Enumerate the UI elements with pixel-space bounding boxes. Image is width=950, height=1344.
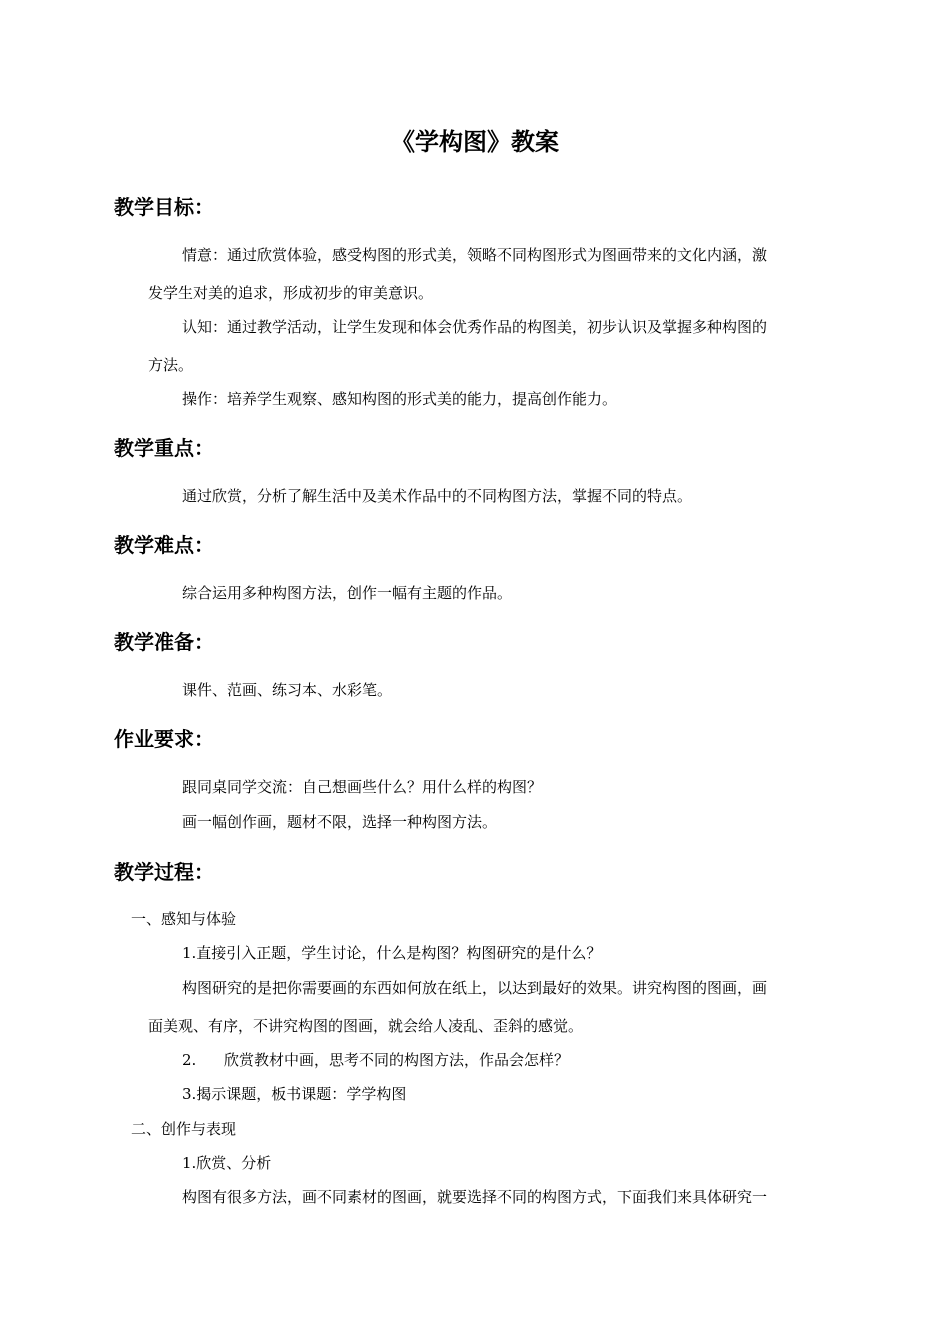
process-step3: 3.揭示课题，板书课题：学学构图 [182, 1085, 407, 1103]
objectives-emotion-line2: 发学生对美的追求，形成初步的审美意识。 [148, 284, 434, 302]
process-step2-text: 欣赏教材中画，思考不同的构图方法，作品会怎样？ [224, 1051, 570, 1069]
process-step2-number: 2. [182, 1051, 197, 1069]
objectives-operation: 操作：培养学生观察、感知构图的形式美的能力，提高创作能力。 [182, 390, 618, 408]
process-part2-title: 二、创作与表现 [131, 1120, 237, 1138]
heading-process: 教学过程： [114, 860, 214, 884]
heading-preparation: 教学准备： [114, 630, 214, 654]
process-explain-line1: 构图研究的是把你需要画的东西如何放在纸上，以达到最好的效果。讲究构图的图画，画 [182, 979, 768, 997]
homework-line2: 画一幅创作画，题材不限，选择一种构图方法。 [182, 813, 498, 831]
objectives-cognition-line1: 认知：通过教学活动，让学生发现和体会优秀作品的构图美，初步认识及掌握多种构图的 [182, 318, 768, 336]
process-analysis-line1: 构图有很多方法，画不同素材的图画，就要选择不同的构图方式，下面我们来具体研究一 [182, 1188, 768, 1206]
process-explain-line2: 面美观、有序，不讲究构图的图画，就会给人凌乱、歪斜的感觉。 [148, 1017, 584, 1035]
key-points-text: 通过欣赏，分析了解生活中及美术作品中的不同构图方法，掌握不同的特点。 [182, 487, 693, 505]
heading-key-points: 教学重点： [114, 436, 214, 460]
heading-homework: 作业要求： [114, 727, 214, 751]
process-part1-title: 一、感知与体验 [131, 910, 237, 928]
preparation-text: 课件、范画、练习本、水彩笔。 [182, 681, 393, 699]
difficulties-text: 综合运用多种构图方法，创作一幅有主题的作品。 [182, 584, 513, 602]
document-title: 《学构图》教案 [391, 128, 559, 156]
heading-difficulties: 教学难点： [114, 533, 214, 557]
objectives-emotion-line1: 情意：通过欣赏体验，感受构图的形式美，领略不同构图形式为图画带来的文化内涵，激 [182, 246, 768, 264]
process-step1: 1.直接引入正题，学生讨论，什么是构图？构图研究的是什么？ [182, 944, 602, 962]
objectives-cognition-line2: 方法。 [148, 356, 194, 374]
heading-objectives: 教学目标： [114, 195, 214, 219]
homework-line1: 跟同桌同学交流：自己想画些什么？用什么样的构图？ [182, 778, 543, 796]
process-step2-1: 1.欣赏、分析 [182, 1154, 272, 1172]
